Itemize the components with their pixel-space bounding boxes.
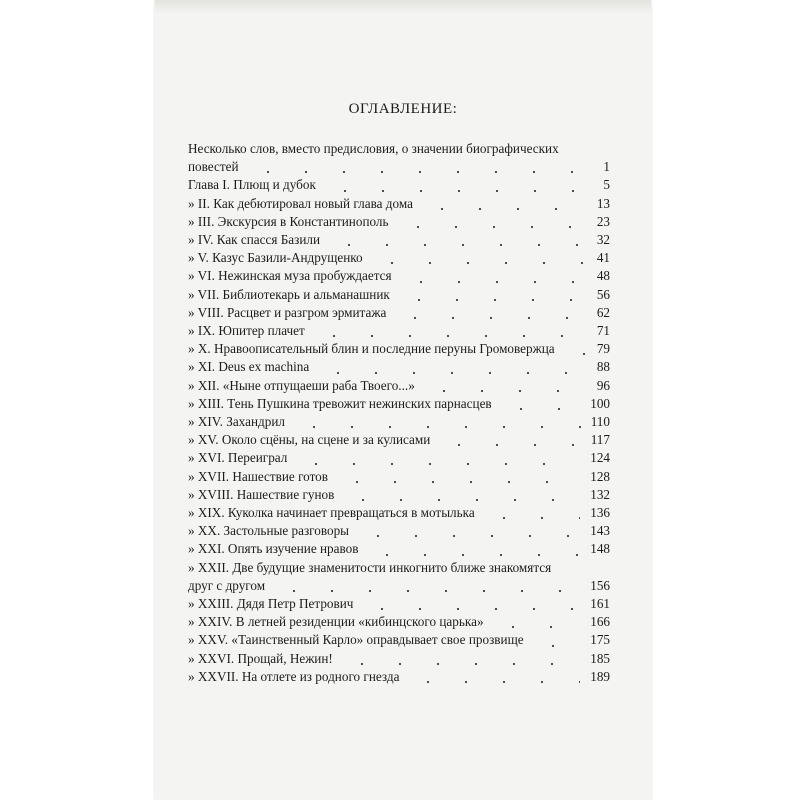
toc-entry-page: 136 bbox=[590, 505, 610, 521]
toc-entry-page: 5 bbox=[603, 177, 610, 193]
toc-entry bbox=[188, 249, 610, 267]
dot-leader bbox=[565, 353, 587, 355]
toc-entry-title: » XVII. Нашествие готов bbox=[188, 468, 328, 484]
toc-entry-page: 13 bbox=[596, 195, 610, 211]
toc-entry bbox=[188, 668, 610, 686]
dot-leader bbox=[400, 299, 587, 301]
toc-entry-page: 79 bbox=[596, 341, 610, 357]
toc-entry-page: 1 bbox=[603, 159, 610, 175]
toc-entry bbox=[188, 231, 610, 249]
dot-leader bbox=[249, 171, 594, 173]
toc-entry-page: 23 bbox=[596, 213, 610, 229]
toc-entry bbox=[188, 650, 610, 668]
dot-leader bbox=[373, 262, 587, 264]
toc-entry-page: 62 bbox=[596, 304, 610, 320]
toc-entry bbox=[188, 358, 610, 376]
toc-entry-title: » XXVI. Прощай, Нежин! bbox=[188, 650, 333, 666]
toc-entry-title: » III. Экскурсия в Константинополь bbox=[188, 213, 389, 229]
toc-entry bbox=[188, 340, 610, 358]
toc-entry-page: 124 bbox=[590, 450, 610, 466]
toc-entry bbox=[188, 377, 610, 395]
toc-entry bbox=[188, 449, 610, 467]
toc-entry-page: 148 bbox=[590, 541, 610, 557]
toc-entry-title: » XVI. Переиграл bbox=[188, 450, 288, 466]
dot-leader bbox=[399, 226, 587, 228]
page-shadow bbox=[155, 0, 651, 14]
toc-entry-page: 132 bbox=[590, 486, 610, 502]
dot-leader bbox=[409, 681, 580, 683]
toc-entry bbox=[188, 195, 610, 213]
toc-entry-page: 143 bbox=[590, 523, 610, 539]
toc-entry-title: » XII. «Ныне отпущаеши раба Твоего...» bbox=[188, 377, 415, 393]
toc-entry-page: 185 bbox=[590, 650, 610, 666]
toc-entry-page: 56 bbox=[596, 286, 610, 302]
toc-entry-title: » XXV. «Таинственный Карло» оправдывает свое прозвище bbox=[188, 632, 524, 648]
toc-entry bbox=[188, 486, 610, 504]
toc-entry-title: » V. Казус Базили-Андрущенко bbox=[188, 250, 363, 266]
toc-entry-page: 88 bbox=[596, 359, 610, 375]
toc-entry-title: » X. Нравоописательный блин и последние перуны Громовержца bbox=[188, 341, 555, 357]
toc-entry-title: » IX. Юпитер плачет bbox=[188, 323, 305, 339]
toc-entry-page: 48 bbox=[596, 268, 610, 284]
toc-entry bbox=[188, 213, 610, 231]
toc-list bbox=[188, 140, 610, 686]
toc-entry-page: 161 bbox=[590, 596, 610, 612]
toc-entry-title: » XXII. Две будущие знаменитости инкогнито ближе знакомятся bbox=[188, 559, 552, 575]
dot-leader bbox=[344, 499, 580, 501]
toc-entry-title: » XIX. Куколка начинает превращаться в мотылька bbox=[188, 505, 475, 521]
toc-entry bbox=[188, 304, 610, 322]
toc-entry-page: 189 bbox=[590, 668, 610, 684]
toc-entry-title: » XI. Deus ex machina bbox=[188, 359, 310, 375]
dot-leader bbox=[440, 444, 580, 446]
toc-entry-title: » XX. Застольные разговоры bbox=[188, 523, 350, 539]
toc-title: ОГЛАВЛЕНИЕ: bbox=[348, 101, 458, 117]
toc-entry-title: » XIV. Захандрил bbox=[188, 414, 285, 430]
dot-leader bbox=[326, 190, 594, 192]
dot-leader bbox=[297, 463, 580, 465]
toc-entry bbox=[188, 504, 610, 522]
toc-entry bbox=[188, 522, 610, 540]
dot-leader bbox=[502, 408, 581, 410]
toc-entry-page: 41 bbox=[596, 250, 610, 266]
toc-entry-title: » XXI. Опять изучение нравов bbox=[188, 541, 359, 557]
toc-entry bbox=[188, 267, 610, 285]
toc-entry-page: 166 bbox=[590, 614, 610, 630]
toc-entry bbox=[188, 286, 610, 304]
toc-entry bbox=[188, 413, 610, 431]
toc-entry bbox=[188, 613, 610, 631]
toc-entry-title: друг с другом bbox=[188, 577, 266, 593]
dot-leader bbox=[275, 590, 580, 592]
dot-leader bbox=[425, 390, 587, 392]
toc-entry-title: » II. Как дебютировал новый глава дома bbox=[188, 195, 413, 211]
toc-entry-title: » XIII. Тень Пушкина тревожит нежинских парнасцев bbox=[188, 395, 492, 411]
toc-entry-title: повестей bbox=[188, 159, 239, 175]
dot-leader bbox=[363, 608, 580, 610]
dot-leader bbox=[330, 244, 587, 246]
dot-leader bbox=[402, 281, 587, 283]
toc-entry-title: » XXIII. Дядя Петр Петрович bbox=[188, 596, 354, 612]
toc-entry bbox=[188, 559, 610, 595]
book-page bbox=[155, 0, 651, 800]
dot-leader bbox=[485, 517, 581, 519]
toc-entry-page: 128 bbox=[590, 468, 610, 484]
toc-entry-title: » VII. Библиотекарь и альманашник bbox=[188, 286, 390, 302]
toc-entry-title: » VI. Нежинская муза пробуждается bbox=[188, 268, 392, 284]
toc-entry bbox=[188, 395, 610, 413]
dot-leader bbox=[343, 663, 580, 665]
toc-entry-title: » XV. Около сцёны, на сцене и за кулисами bbox=[188, 432, 431, 448]
toc-entry-page: 96 bbox=[596, 377, 610, 393]
dot-leader bbox=[368, 554, 580, 556]
toc-entry bbox=[188, 468, 610, 486]
toc-entry-title: » XVIII. Нашествие гунов bbox=[188, 486, 335, 502]
toc-entry-page: 32 bbox=[596, 232, 610, 248]
toc-entry-page: 117 bbox=[590, 432, 610, 448]
toc-entry-title: » XXVII. На отлете из родного гнезда bbox=[188, 668, 400, 684]
dot-leader bbox=[494, 626, 581, 628]
toc-entry-page: 100 bbox=[590, 395, 610, 411]
toc-entry-page: 110 bbox=[590, 414, 610, 430]
dot-leader bbox=[396, 317, 587, 319]
toc-entry-title: » IV. Как спасся Базили bbox=[188, 232, 321, 248]
dot-leader bbox=[534, 645, 581, 647]
dot-leader bbox=[315, 335, 587, 337]
toc-entry bbox=[188, 431, 610, 449]
dot-leader bbox=[359, 535, 580, 537]
toc-entry bbox=[188, 322, 610, 340]
toc-entry bbox=[188, 140, 610, 176]
toc-entry-title: Несколько слов, вместо предисловия, о значении биографических bbox=[188, 141, 559, 156]
toc-entry-title: » XXIV. В летней резиденции «кибинцского царька» bbox=[188, 614, 484, 630]
dot-leader bbox=[319, 372, 587, 374]
dot-leader bbox=[338, 481, 580, 483]
dot-leader bbox=[295, 426, 581, 428]
toc-entry-page: 156 bbox=[590, 577, 610, 593]
toc-entry-title: » VIII. Расцвет и разгром эрмитажа bbox=[188, 304, 387, 320]
dot-leader bbox=[423, 208, 587, 210]
toc-entry-page: 71 bbox=[596, 323, 610, 339]
toc-entry-page: 175 bbox=[590, 632, 610, 648]
toc-entry bbox=[188, 540, 610, 558]
toc-entry bbox=[188, 176, 610, 194]
toc-entry bbox=[188, 595, 610, 613]
toc-entry-title: Глава I. Плющ и дубок bbox=[188, 177, 316, 193]
toc-entry bbox=[188, 631, 610, 649]
